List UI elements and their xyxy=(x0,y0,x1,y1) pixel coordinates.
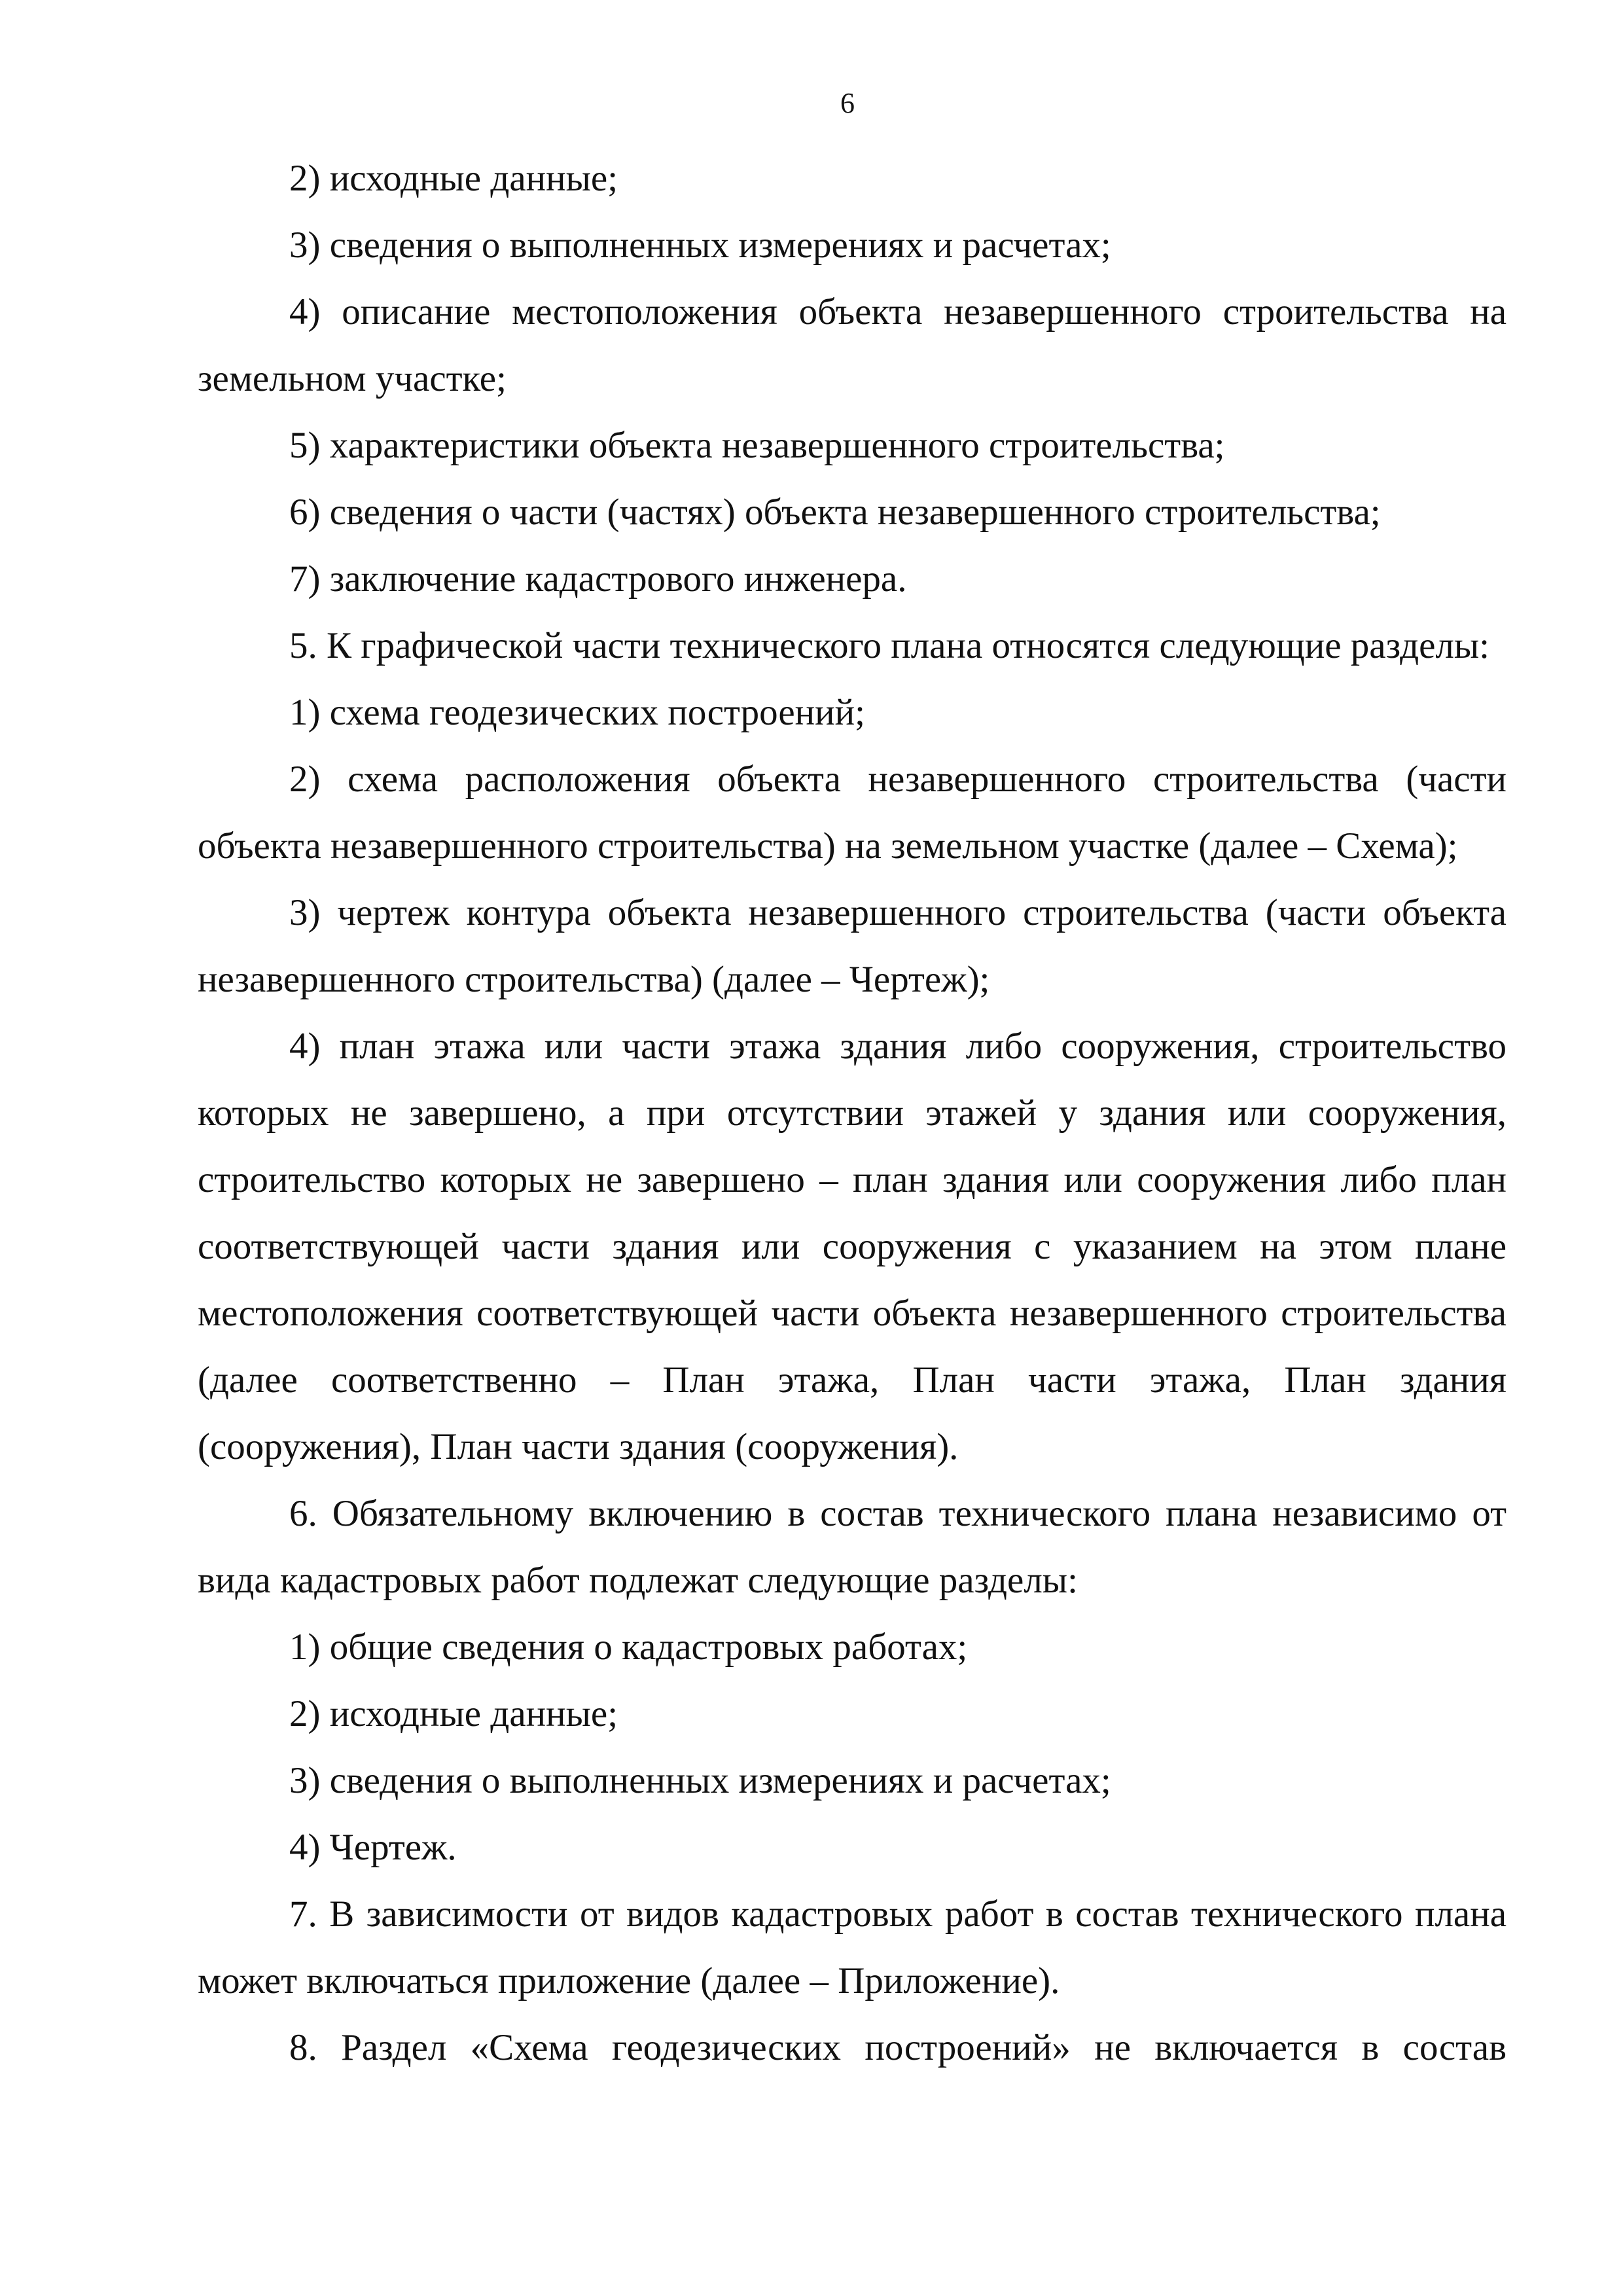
paragraph-item-3: 3) сведения о выполненных измерениях и расчетах; xyxy=(289,224,1111,266)
paragraph-clause-6: 6. Обязательному включению в состав технического плана независимо от вида кадастровых работ подлежат следующие разделы: xyxy=(198,1493,1507,1601)
paragraph-clause-6-item-1: 1) общие сведения о кадастровых работах; xyxy=(289,1626,968,1668)
paragraph-clause-6-item-4: 4) Чертеж. xyxy=(289,1827,457,1868)
paragraph-item-4: 4) описание местоположения объекта незавершенного строительства на земельном участке; xyxy=(198,291,1507,399)
paragraph-clause-5-item-3: 3) чертеж контура объекта незавершенного строительства (части объекта незавершенного строительства) (далее – Чертеж); xyxy=(198,892,1507,1000)
paragraph-item-6: 6) сведения о части (частях) объекта незавершенного строительства; xyxy=(289,492,1381,533)
paragraph-clause-5: 5. К графической части технического плана относятся следующие разделы: xyxy=(289,625,1489,666)
document-body xyxy=(198,145,1507,2081)
page-number: 6 xyxy=(840,87,855,119)
paragraph-clause-8: 8. Раздел «Схема геодезических построений» не включается в состав xyxy=(289,2027,1507,2068)
paragraph-item-2: 2) исходные данные; xyxy=(289,158,618,199)
paragraph-clause-7: 7. В зависимости от видов кадастровых работ в состав технического плана может включаться приложение (далее – Приложение). xyxy=(198,1893,1507,2001)
paragraph-clause-5-item-1: 1) схема геодезических построений; xyxy=(289,692,865,733)
paragraph-clause-6-item-2: 2) исходные данные; xyxy=(289,1693,618,1734)
paragraph-item-5: 5) характеристики объекта незавершенного строительства; xyxy=(289,425,1225,466)
paragraph-clause-5-item-4: 4) план этажа или части этажа здания либо сооружения, строительство которых не завершено, а при отсутствии этажей у здания или сооружения, строительство которых не завершено – план здания или сооружения либо план соответствующей части здания или сооружения с указанием на этом плане местоположения соответствующей части объекта незавершенного строительства (далее соответственно – План этажа, План части этажа, План здания (сооружения), План части здания (сооружения). xyxy=(198,1026,1507,1467)
paragraph-clause-6-item-3: 3) сведения о выполненных измерениях и расчетах; xyxy=(289,1760,1111,1801)
paragraph-clause-5-item-2: 2) схема расположения объекта незавершенного строительства (части объекта незавершенного строительства) на земельном участке (далее – Схема); xyxy=(198,759,1507,867)
paragraph-item-7: 7) заключение кадастрового инженера. xyxy=(289,558,907,600)
